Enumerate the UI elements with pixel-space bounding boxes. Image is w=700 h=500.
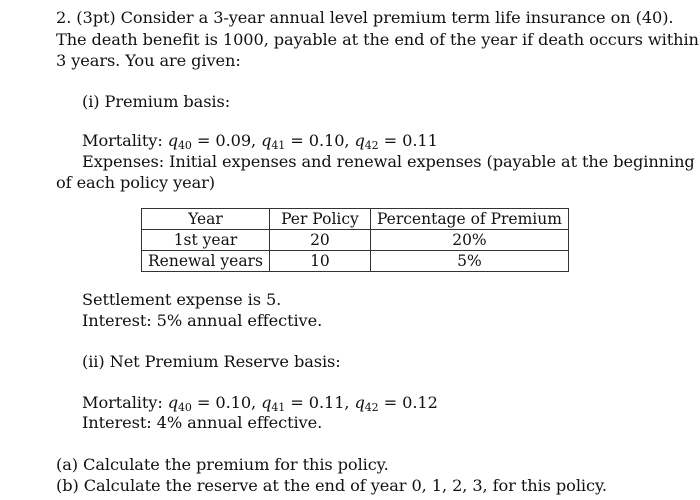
premium-q40: 0.09 bbox=[215, 131, 252, 150]
table-cell: 10 bbox=[269, 251, 370, 272]
reserve-q40: 0.10 bbox=[215, 393, 252, 412]
table-header-row bbox=[142, 209, 569, 230]
reserve-interest: Interest: 4% annual effective. bbox=[82, 413, 323, 432]
table-cell: 20% bbox=[370, 230, 568, 251]
reserve-mortality-label: Mortality: bbox=[82, 393, 163, 412]
premium-interest: Interest: 5% annual effective. bbox=[82, 311, 323, 330]
table-row bbox=[142, 251, 569, 272]
premium-q41: 0.10 bbox=[308, 131, 345, 150]
table-cell: Renewal years bbox=[142, 251, 270, 272]
expenses-table bbox=[141, 208, 569, 272]
question-a: (a) Calculate the premium for this policy. bbox=[56, 455, 389, 474]
reserve-q41: 0.11 bbox=[308, 393, 345, 412]
question-b: (b) Calculate the reserve at the end of year 0, 1, 2, 3, for this policy. bbox=[56, 476, 607, 495]
reserve-q42: 0.12 bbox=[402, 393, 438, 412]
reserve-basis-heading: (ii) Net Premium Reserve basis: bbox=[82, 352, 341, 371]
table-cell: 20 bbox=[269, 230, 370, 251]
settlement-expense: Settlement expense is 5. bbox=[82, 290, 282, 309]
table-header-cell: Per Policy bbox=[269, 209, 370, 230]
premium-mortality-label: Mortality: bbox=[82, 131, 163, 150]
table-header-cell: Percentage of Premium bbox=[370, 209, 568, 230]
premium-q42: 0.11 bbox=[402, 131, 438, 150]
expenses-line-1: Expenses: Initial expenses and renewal expenses (payable at the beginning bbox=[82, 152, 695, 171]
premium-mortality-line: Mortality: $q_{40} = 0.09$, $q_{41} = 0.10$, $q_{42} = 0.11$ bbox=[82, 131, 438, 152]
expenses-line-2: of each policy year) bbox=[56, 173, 215, 192]
problem-intro-line-3: 3 years. You are given: bbox=[56, 51, 241, 70]
problem-intro-line-1: 2. (3pt) Consider a 3-year annual level premium term life insurance on (40). bbox=[56, 8, 674, 27]
table-cell: 1st year bbox=[142, 230, 270, 251]
reserve-mortality-line: Mortality: $q_{40} = 0.10$, $q_{41} = 0.11$, $q_{42} = 0.12$ bbox=[82, 393, 438, 414]
table-header-cell: Year bbox=[142, 209, 270, 230]
table-cell: 5% bbox=[370, 251, 568, 272]
premium-basis-heading: (i) Premium basis: bbox=[82, 92, 231, 111]
problem-intro-line-2: The death benefit is 1000, payable at the end of the year if death occurs within bbox=[56, 30, 699, 49]
table-row bbox=[142, 230, 569, 251]
